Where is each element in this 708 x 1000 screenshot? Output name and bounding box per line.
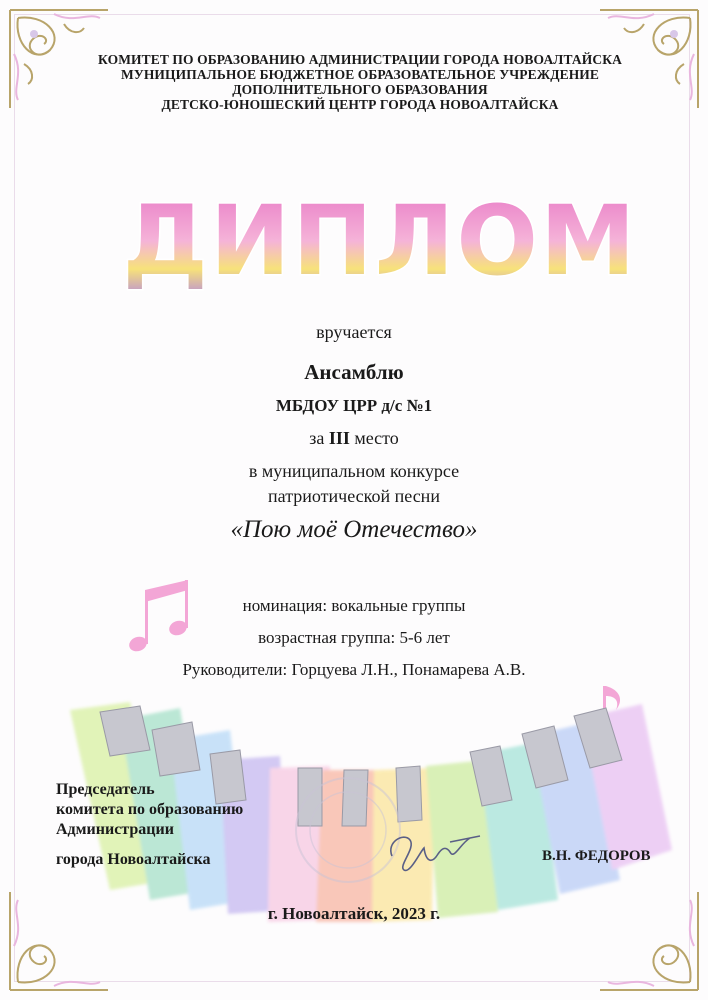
issuer-line-2: МУНИЦИПАЛЬНОЕ БЮДЖЕТНОЕ ОБРАЗОВАТЕЛЬНОЕ УЧРЕЖДЕНИЕ [120,67,599,82]
awarded-text: вручается [316,322,392,342]
issuer-line-3: ДОПОЛНИТЕЛЬНОГО ОБРАЗОВАНИЯ [232,82,488,97]
recipient-name: Ансамблю [304,360,404,384]
place-line [0,428,708,449]
recipient-organization: МБДОУ ЦРР д/с №1 [275,396,433,415]
diploma-title [122,182,638,297]
chair-line-2: комитета по образованию [56,801,244,818]
issuer-line-1: КОМИТЕТ ПО ОБРАЗОВАНИЮ АДМИНИСТРАЦИИ ГОРОДА НОВОАЛТАЙСКА [98,52,622,67]
chairperson-title [56,780,243,870]
place-value: III [328,428,350,448]
diploma-title-text: ДИПЛОМ [122,185,638,297]
place-and-year: г. Новоалтайск, 2023 г. [267,904,441,923]
signer-name: В.Н. ФЕДОРОВ [542,848,651,864]
issuer-header [60,52,660,112]
contest-line-1: в муниципальном конкурсе [248,461,460,481]
age-group: возрастная группа: 5-6 лет [258,628,450,647]
issuer-line-4: ДЕТСКО-ЮНОШЕСКИЙ ЦЕНТР ГОРОДА НОВОАЛТАЙСКА [161,97,559,112]
nomination: номинация: вокальные группы [242,596,466,615]
handwritten-signature [380,822,490,882]
place-suffix: место [354,428,399,448]
place-prefix: за [309,428,325,448]
chair-line-1: Председатель [56,781,155,798]
song-title: «Пою моё Отечество» [230,516,478,543]
contest-line-2: патриотической песни [268,486,440,506]
music-note-icon [118,580,208,660]
leaders: Руководители: Горцуева Л.Н., Понамарева А.В. [182,660,526,679]
chair-line-4: города Новоалтайска [56,851,211,868]
chair-line-3: Администрации [56,821,174,838]
